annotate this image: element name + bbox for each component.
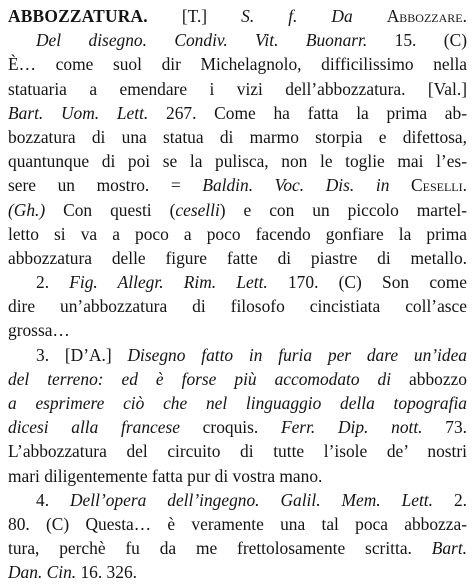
entry-line-text (8, 77, 467, 101)
text-run: 4. (36, 489, 70, 510)
entry-line-text (8, 173, 467, 197)
text-run: 15. (C) (367, 30, 467, 51)
text-run: tura, perchè fu da me frettolosamente scritta. (8, 538, 432, 559)
entry-line (8, 415, 467, 439)
headword: ABBOZZATURA. (8, 6, 148, 26)
text-run: ) e con un piccolo martel- (219, 199, 467, 220)
text-run: 267. Come ha fatta la prima ab- (148, 102, 467, 123)
entry-line (8, 222, 467, 246)
text-run: statuaria a emendare i vizi dell’abbozzatura. [Val.] (8, 78, 467, 99)
text-run: È… come suol dir Michelagnolo, difficilissimo nella (8, 54, 467, 75)
entry-line (8, 198, 467, 222)
entry-line (8, 512, 467, 536)
entry-line-text (36, 343, 467, 367)
entry-line (8, 343, 467, 367)
text-run (353, 6, 387, 26)
text-run: 3. [D’A.] (36, 344, 128, 365)
entry-line (8, 125, 467, 149)
entry-line-text (8, 101, 467, 125)
entry-line (8, 101, 467, 125)
italic-run: Dan. Cin. (8, 562, 77, 583)
entry-line (8, 560, 467, 584)
entry-line (8, 52, 467, 76)
text-run: L’abbozzatura del circuito di tutte l’isole de’ nostri (8, 441, 467, 462)
text-run: 16. 326. (76, 562, 137, 583)
text-run: Con questi ( (45, 199, 176, 220)
italic-run: Ferr. Dip. nott. (280, 417, 423, 438)
entry-line-text (8, 246, 467, 270)
entry-line-text (8, 149, 467, 173)
entry-line (8, 246, 467, 270)
entry-line-text (8, 125, 467, 149)
text-run: [T.] (147, 6, 242, 26)
text-run: abbozzatura delle figure fatte di piastre di metallo. (8, 247, 467, 268)
entry-line-text (8, 320, 70, 340)
entry-line (8, 173, 467, 197)
entry-line-text (8, 439, 467, 463)
text-run: bozzatura di una statua di marmo storpia e difettosa, (8, 126, 467, 147)
text-run: 80. (C) Questa… è veramente una tal poca abbozza- (8, 513, 467, 534)
entry-line-text (36, 28, 467, 52)
entry-line (8, 77, 467, 101)
entry-line (8, 270, 467, 294)
italic-run: Disegno fatto in furia per dare un’idea (127, 344, 467, 365)
entry-line (8, 4, 467, 28)
text-run: . (462, 6, 467, 26)
small-caps-run: Ceselli (411, 175, 463, 196)
italic-run: Bart. Uom. Lett. (8, 102, 149, 123)
entry-line-text (8, 4, 467, 28)
italic-run: del terreno: ed è forse più accomodato di (8, 368, 392, 389)
italic-run: Dell’opera dell’ingegno. Galil. Mem. Lett. (70, 489, 433, 510)
text-run: quantunque di poi se la pulisca, non le toglie mai l’es- (8, 151, 467, 172)
entry-line (8, 536, 467, 560)
text-run: abbozzo (391, 368, 467, 389)
entry-line-text (8, 52, 467, 76)
italic-run: Del disegno. Condiv. Vit. Buonarr. (36, 30, 368, 51)
italic-run: a esprimere ciò che nel linguaggio della topografia (8, 393, 467, 413)
italic-run: (Gh.) (8, 199, 46, 220)
italic-run: S. f. Da (241, 6, 353, 26)
text-run (389, 175, 411, 195)
entry-line-text (36, 270, 467, 294)
italic-run: Bart. (431, 538, 467, 559)
text-run: grossa… (8, 320, 70, 341)
text-run: croquis. (179, 417, 281, 438)
entry-line-text (8, 466, 322, 486)
italic-run: ceselli (175, 199, 220, 220)
text-run: dire un’abbozzatura di filosofo cincistiata coll’asce (8, 296, 467, 317)
entry-line-text (36, 488, 467, 512)
entry-line-text (8, 391, 467, 415)
italic-run: dicesi alla francese (8, 417, 180, 438)
text-run: 73. (422, 417, 467, 438)
text-run: 170. (C) Son come (267, 272, 467, 293)
entry-line (8, 439, 467, 463)
text-run: letto si va a poco a poco facendo gonfiare la prima (8, 223, 467, 244)
entry-line-text (8, 294, 467, 318)
entry-line (8, 149, 467, 173)
entry-line (8, 318, 467, 342)
entry-line-text (8, 512, 467, 536)
entry-line-text (8, 367, 467, 391)
text-run: 2. (433, 489, 467, 510)
entry-line-text (8, 536, 467, 560)
italic-run: Baldin. Voc. Dis. in (202, 175, 390, 196)
text-run: 2. (36, 272, 70, 293)
text-run: . (462, 175, 467, 196)
italic-run: Fig. Allegr. Rim. Lett. (69, 272, 268, 293)
entry-line (8, 28, 467, 52)
entry-line-text (8, 198, 467, 222)
text-run: mari diligentemente fatta pur di vostra mano. (8, 465, 323, 486)
entry-line (8, 391, 467, 415)
text-run: sere un mostro. = (8, 175, 203, 196)
small-caps-run: Abbozzare (386, 6, 463, 26)
entry-line (8, 464, 467, 488)
entry-line-text (8, 222, 467, 246)
entry-line-text (8, 562, 137, 582)
entry-line (8, 294, 467, 318)
entry-line-text (8, 415, 467, 439)
entry-line (8, 488, 467, 512)
entry-line (8, 367, 467, 391)
